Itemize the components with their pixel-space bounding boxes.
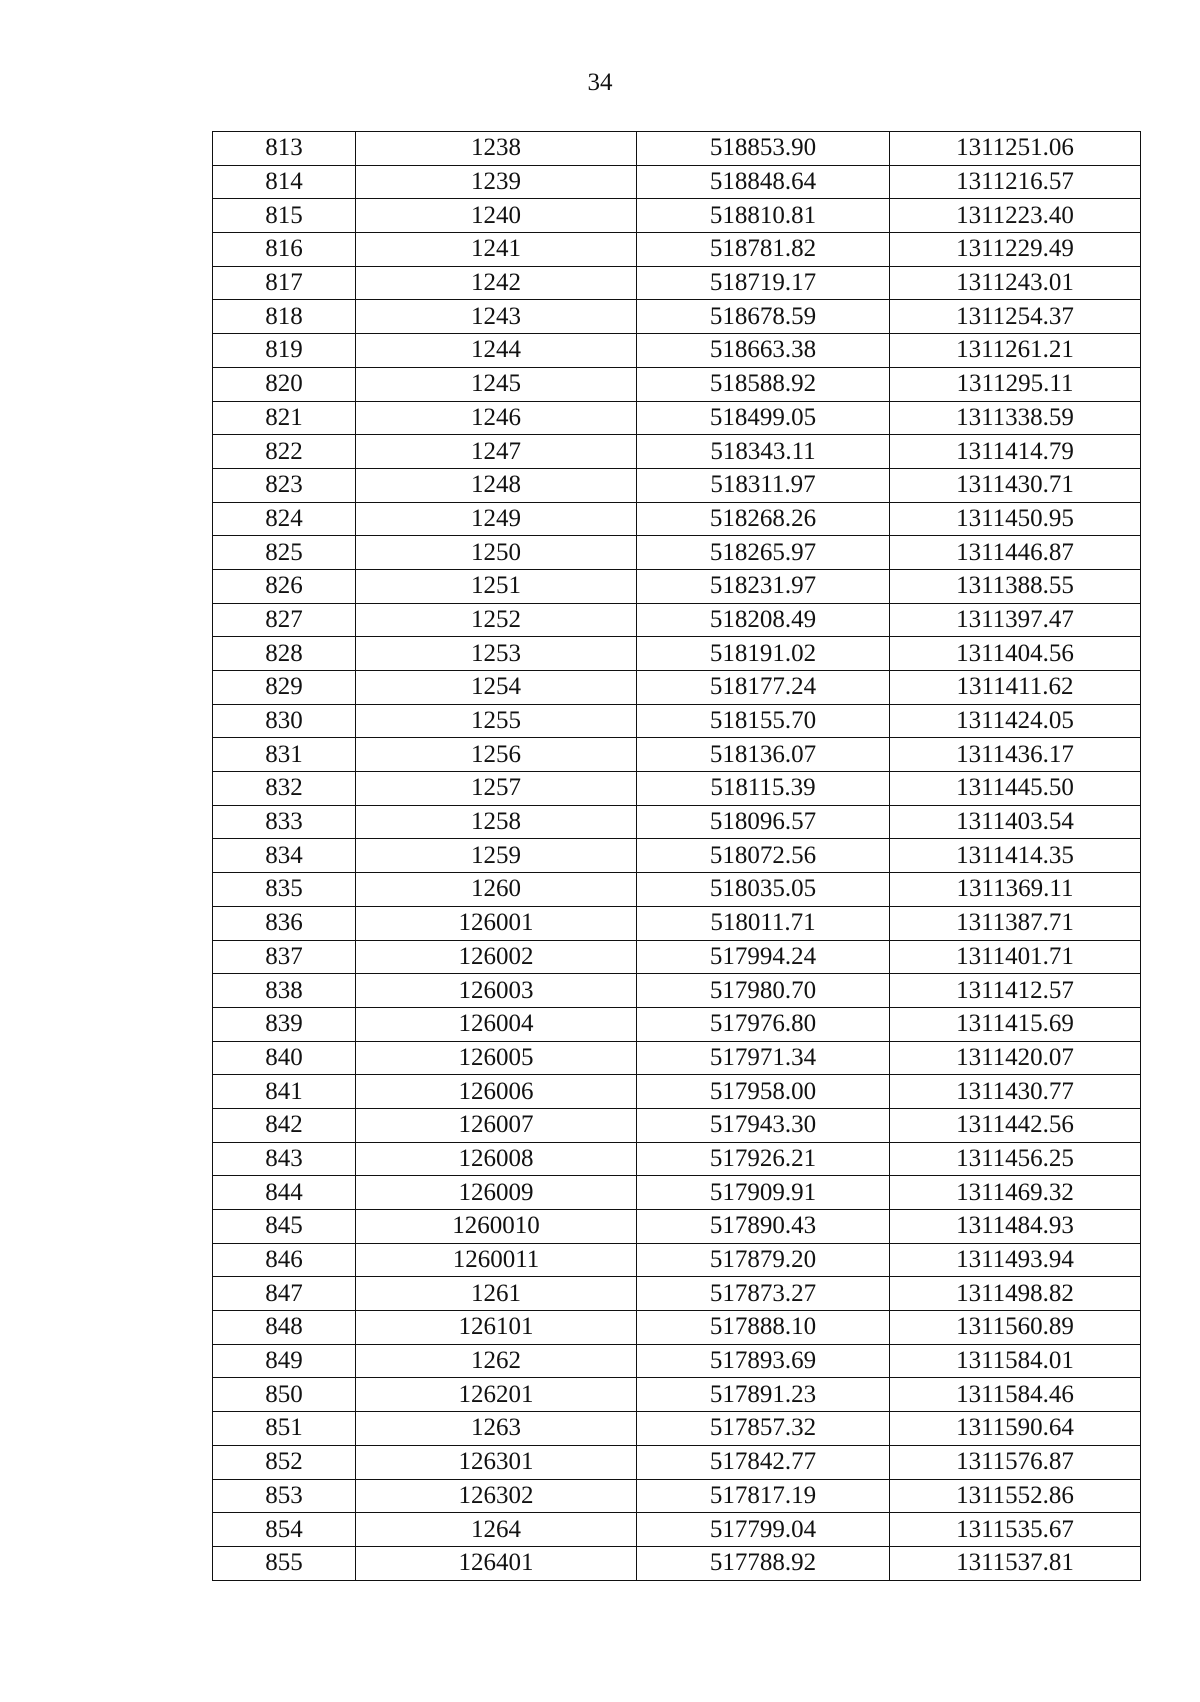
y-coordinate-cell: 1311411.62 <box>890 671 1141 705</box>
point-number-cell: 852 <box>213 1445 356 1479</box>
table-row <box>213 839 1141 873</box>
y-coordinate-cell: 1311424.05 <box>890 704 1141 738</box>
station-id-cell: 1252 <box>356 603 637 637</box>
point-number-cell: 829 <box>213 671 356 705</box>
station-id-cell: 1253 <box>356 637 637 671</box>
point-number-cell: 830 <box>213 704 356 738</box>
table-row <box>213 199 1141 233</box>
station-id-cell: 1244 <box>356 334 637 368</box>
x-coordinate-cell: 517788.92 <box>637 1546 890 1580</box>
x-coordinate-cell: 517958.00 <box>637 1075 890 1109</box>
x-coordinate-cell: 517893.69 <box>637 1344 890 1378</box>
y-coordinate-cell: 1311436.17 <box>890 738 1141 772</box>
station-id-cell: 1243 <box>356 300 637 334</box>
station-id-cell: 1254 <box>356 671 637 705</box>
point-number-cell: 840 <box>213 1041 356 1075</box>
y-coordinate-cell: 1311404.56 <box>890 637 1141 671</box>
x-coordinate-cell: 517926.21 <box>637 1142 890 1176</box>
y-coordinate-cell: 1311295.11 <box>890 367 1141 401</box>
x-coordinate-cell: 518499.05 <box>637 401 890 435</box>
y-coordinate-cell: 1311430.71 <box>890 468 1141 502</box>
y-coordinate-cell: 1311446.87 <box>890 536 1141 570</box>
y-coordinate-cell: 1311484.93 <box>890 1210 1141 1244</box>
y-coordinate-cell: 1311216.57 <box>890 165 1141 199</box>
station-id-cell: 126201 <box>356 1378 637 1412</box>
x-coordinate-cell: 517799.04 <box>637 1513 890 1547</box>
station-id-cell: 1258 <box>356 805 637 839</box>
x-coordinate-cell: 518155.70 <box>637 704 890 738</box>
point-number-cell: 833 <box>213 805 356 839</box>
station-id-cell: 1250 <box>356 536 637 570</box>
table-row <box>213 132 1141 166</box>
y-coordinate-cell: 1311584.01 <box>890 1344 1141 1378</box>
x-coordinate-cell: 517890.43 <box>637 1210 890 1244</box>
table-row <box>213 165 1141 199</box>
y-coordinate-cell: 1311450.95 <box>890 502 1141 536</box>
point-number-cell: 821 <box>213 401 356 435</box>
x-coordinate-cell: 518096.57 <box>637 805 890 839</box>
table-row <box>213 940 1141 974</box>
station-id-cell: 126301 <box>356 1445 637 1479</box>
point-number-cell: 825 <box>213 536 356 570</box>
y-coordinate-cell: 1311261.21 <box>890 334 1141 368</box>
station-id-cell: 1259 <box>356 839 637 873</box>
point-number-cell: 837 <box>213 940 356 974</box>
x-coordinate-cell: 518663.38 <box>637 334 890 368</box>
station-id-cell: 126007 <box>356 1108 637 1142</box>
y-coordinate-cell: 1311552.86 <box>890 1479 1141 1513</box>
point-number-cell: 815 <box>213 199 356 233</box>
point-number-cell: 818 <box>213 300 356 334</box>
y-coordinate-cell: 1311560.89 <box>890 1311 1141 1345</box>
table-row <box>213 1041 1141 1075</box>
point-number-cell: 826 <box>213 569 356 603</box>
y-coordinate-cell: 1311251.06 <box>890 132 1141 166</box>
point-number-cell: 831 <box>213 738 356 772</box>
table-row <box>213 1412 1141 1446</box>
table-row <box>213 1311 1141 1345</box>
x-coordinate-cell: 517817.19 <box>637 1479 890 1513</box>
y-coordinate-cell: 1311338.59 <box>890 401 1141 435</box>
station-id-cell: 1255 <box>356 704 637 738</box>
page-number: 34 <box>587 69 613 96</box>
station-id-cell: 126401 <box>356 1546 637 1580</box>
x-coordinate-cell: 518231.97 <box>637 569 890 603</box>
table-row <box>213 1243 1141 1277</box>
table-row <box>213 974 1141 1008</box>
station-id-cell: 126006 <box>356 1075 637 1109</box>
y-coordinate-cell: 1311590.64 <box>890 1412 1141 1446</box>
station-id-cell: 1247 <box>356 435 637 469</box>
table-row <box>213 502 1141 536</box>
station-id-cell: 1245 <box>356 367 637 401</box>
table-row <box>213 266 1141 300</box>
x-coordinate-cell: 518265.97 <box>637 536 890 570</box>
point-number-cell: 838 <box>213 974 356 1008</box>
station-id-cell: 1251 <box>356 569 637 603</box>
table-row <box>213 671 1141 705</box>
x-coordinate-cell: 518853.90 <box>637 132 890 166</box>
y-coordinate-cell: 1311223.40 <box>890 199 1141 233</box>
table-row <box>213 704 1141 738</box>
y-coordinate-cell: 1311456.25 <box>890 1142 1141 1176</box>
table-row <box>213 300 1141 334</box>
table-row <box>213 805 1141 839</box>
table-row <box>213 637 1141 671</box>
point-number-cell: 832 <box>213 772 356 806</box>
y-coordinate-cell: 1311254.37 <box>890 300 1141 334</box>
point-number-cell: 820 <box>213 367 356 401</box>
point-number-cell: 824 <box>213 502 356 536</box>
station-id-cell: 126008 <box>356 1142 637 1176</box>
station-id-cell: 1239 <box>356 165 637 199</box>
point-number-cell: 844 <box>213 1176 356 1210</box>
x-coordinate-cell: 518072.56 <box>637 839 890 873</box>
table-row <box>213 1142 1141 1176</box>
table-row <box>213 1445 1141 1479</box>
station-id-cell: 1238 <box>356 132 637 166</box>
y-coordinate-cell: 1311537.81 <box>890 1546 1141 1580</box>
point-number-cell: 828 <box>213 637 356 671</box>
x-coordinate-cell: 518848.64 <box>637 165 890 199</box>
y-coordinate-cell: 1311469.32 <box>890 1176 1141 1210</box>
y-coordinate-cell: 1311445.50 <box>890 772 1141 806</box>
table-row <box>213 1513 1141 1547</box>
x-coordinate-cell: 518136.07 <box>637 738 890 772</box>
station-id-cell: 1264 <box>356 1513 637 1547</box>
station-id-cell: 126302 <box>356 1479 637 1513</box>
table-row <box>213 738 1141 772</box>
x-coordinate-cell: 518781.82 <box>637 233 890 267</box>
point-number-cell: 849 <box>213 1344 356 1378</box>
station-id-cell: 1257 <box>356 772 637 806</box>
station-id-cell: 1261 <box>356 1277 637 1311</box>
station-id-cell: 1246 <box>356 401 637 435</box>
point-number-cell: 822 <box>213 435 356 469</box>
table-row <box>213 1176 1141 1210</box>
station-id-cell: 1256 <box>356 738 637 772</box>
x-coordinate-cell: 518115.39 <box>637 772 890 806</box>
station-id-cell: 126003 <box>356 974 637 1008</box>
y-coordinate-cell: 1311420.07 <box>890 1041 1141 1075</box>
x-coordinate-cell: 518343.11 <box>637 435 890 469</box>
table-row <box>213 233 1141 267</box>
point-number-cell: 850 <box>213 1378 356 1412</box>
y-coordinate-cell: 1311369.11 <box>890 873 1141 907</box>
point-number-cell: 854 <box>213 1513 356 1547</box>
table-row <box>213 906 1141 940</box>
x-coordinate-cell: 517971.34 <box>637 1041 890 1075</box>
y-coordinate-cell: 1311576.87 <box>890 1445 1141 1479</box>
table-row <box>213 1007 1141 1041</box>
x-coordinate-cell: 518035.05 <box>637 873 890 907</box>
y-coordinate-cell: 1311401.71 <box>890 940 1141 974</box>
station-id-cell: 1263 <box>356 1412 637 1446</box>
y-coordinate-cell: 1311229.49 <box>890 233 1141 267</box>
y-coordinate-cell: 1311397.47 <box>890 603 1141 637</box>
x-coordinate-cell: 517976.80 <box>637 1007 890 1041</box>
x-coordinate-cell: 517909.91 <box>637 1176 890 1210</box>
point-number-cell: 853 <box>213 1479 356 1513</box>
point-number-cell: 836 <box>213 906 356 940</box>
x-coordinate-cell: 518268.26 <box>637 502 890 536</box>
table-row <box>213 1277 1141 1311</box>
table-row <box>213 536 1141 570</box>
table-row <box>213 1210 1141 1244</box>
point-number-cell: 848 <box>213 1311 356 1345</box>
table-row <box>213 435 1141 469</box>
table-row <box>213 1344 1141 1378</box>
point-number-cell: 814 <box>213 165 356 199</box>
station-id-cell: 126004 <box>356 1007 637 1041</box>
station-id-cell: 1242 <box>356 266 637 300</box>
x-coordinate-cell: 518177.24 <box>637 671 890 705</box>
point-number-cell: 816 <box>213 233 356 267</box>
station-id-cell: 126001 <box>356 906 637 940</box>
point-number-cell: 846 <box>213 1243 356 1277</box>
y-coordinate-cell: 1311403.54 <box>890 805 1141 839</box>
y-coordinate-cell: 1311387.71 <box>890 906 1141 940</box>
y-coordinate-cell: 1311442.56 <box>890 1108 1141 1142</box>
station-id-cell: 126002 <box>356 940 637 974</box>
x-coordinate-cell: 517873.27 <box>637 1277 890 1311</box>
y-coordinate-cell: 1311388.55 <box>890 569 1141 603</box>
y-coordinate-cell: 1311430.77 <box>890 1075 1141 1109</box>
table-row <box>213 569 1141 603</box>
table-row <box>213 401 1141 435</box>
x-coordinate-cell: 517891.23 <box>637 1378 890 1412</box>
table-row <box>213 334 1141 368</box>
point-number-cell: 834 <box>213 839 356 873</box>
x-coordinate-cell: 518208.49 <box>637 603 890 637</box>
table-body <box>213 132 1141 1581</box>
point-number-cell: 823 <box>213 468 356 502</box>
table-row <box>213 1546 1141 1580</box>
station-id-cell: 1260011 <box>356 1243 637 1277</box>
point-number-cell: 851 <box>213 1412 356 1446</box>
point-number-cell: 835 <box>213 873 356 907</box>
y-coordinate-cell: 1311243.01 <box>890 266 1141 300</box>
station-id-cell: 126009 <box>356 1176 637 1210</box>
point-number-cell: 847 <box>213 1277 356 1311</box>
x-coordinate-cell: 517980.70 <box>637 974 890 1008</box>
y-coordinate-cell: 1311414.79 <box>890 435 1141 469</box>
y-coordinate-cell: 1311415.69 <box>890 1007 1141 1041</box>
x-coordinate-cell: 518191.02 <box>637 637 890 671</box>
point-number-cell: 843 <box>213 1142 356 1176</box>
station-id-cell: 1260010 <box>356 1210 637 1244</box>
y-coordinate-cell: 1311498.82 <box>890 1277 1141 1311</box>
point-number-cell: 827 <box>213 603 356 637</box>
point-number-cell: 845 <box>213 1210 356 1244</box>
station-id-cell: 126005 <box>356 1041 637 1075</box>
table-row <box>213 603 1141 637</box>
x-coordinate-cell: 518678.59 <box>637 300 890 334</box>
x-coordinate-cell: 518588.92 <box>637 367 890 401</box>
x-coordinate-cell: 517879.20 <box>637 1243 890 1277</box>
table-row <box>213 468 1141 502</box>
table-row <box>213 1378 1141 1412</box>
y-coordinate-cell: 1311493.94 <box>890 1243 1141 1277</box>
station-id-cell: 1262 <box>356 1344 637 1378</box>
x-coordinate-cell: 518011.71 <box>637 906 890 940</box>
y-coordinate-cell: 1311412.57 <box>890 974 1141 1008</box>
x-coordinate-cell: 518719.17 <box>637 266 890 300</box>
y-coordinate-cell: 1311414.35 <box>890 839 1141 873</box>
x-coordinate-cell: 517888.10 <box>637 1311 890 1345</box>
point-number-cell: 841 <box>213 1075 356 1109</box>
point-number-cell: 842 <box>213 1108 356 1142</box>
table-row <box>213 1479 1141 1513</box>
station-id-cell: 126101 <box>356 1311 637 1345</box>
station-id-cell: 1260 <box>356 873 637 907</box>
point-number-cell: 819 <box>213 334 356 368</box>
station-id-cell: 1249 <box>356 502 637 536</box>
station-id-cell: 1248 <box>356 468 637 502</box>
x-coordinate-cell: 517994.24 <box>637 940 890 974</box>
point-number-cell: 817 <box>213 266 356 300</box>
point-number-cell: 813 <box>213 132 356 166</box>
x-coordinate-cell: 518311.97 <box>637 468 890 502</box>
point-number-cell: 839 <box>213 1007 356 1041</box>
y-coordinate-cell: 1311535.67 <box>890 1513 1141 1547</box>
y-coordinate-cell: 1311584.46 <box>890 1378 1141 1412</box>
x-coordinate-cell: 517943.30 <box>637 1108 890 1142</box>
table-row <box>213 367 1141 401</box>
table-row <box>213 873 1141 907</box>
table-row <box>213 772 1141 806</box>
station-id-cell: 1240 <box>356 199 637 233</box>
table-row <box>213 1075 1141 1109</box>
x-coordinate-cell: 517857.32 <box>637 1412 890 1446</box>
table-row <box>213 1108 1141 1142</box>
point-number-cell: 855 <box>213 1546 356 1580</box>
x-coordinate-cell: 518810.81 <box>637 199 890 233</box>
coordinates-table <box>212 131 1141 1581</box>
x-coordinate-cell: 517842.77 <box>637 1445 890 1479</box>
station-id-cell: 1241 <box>356 233 637 267</box>
